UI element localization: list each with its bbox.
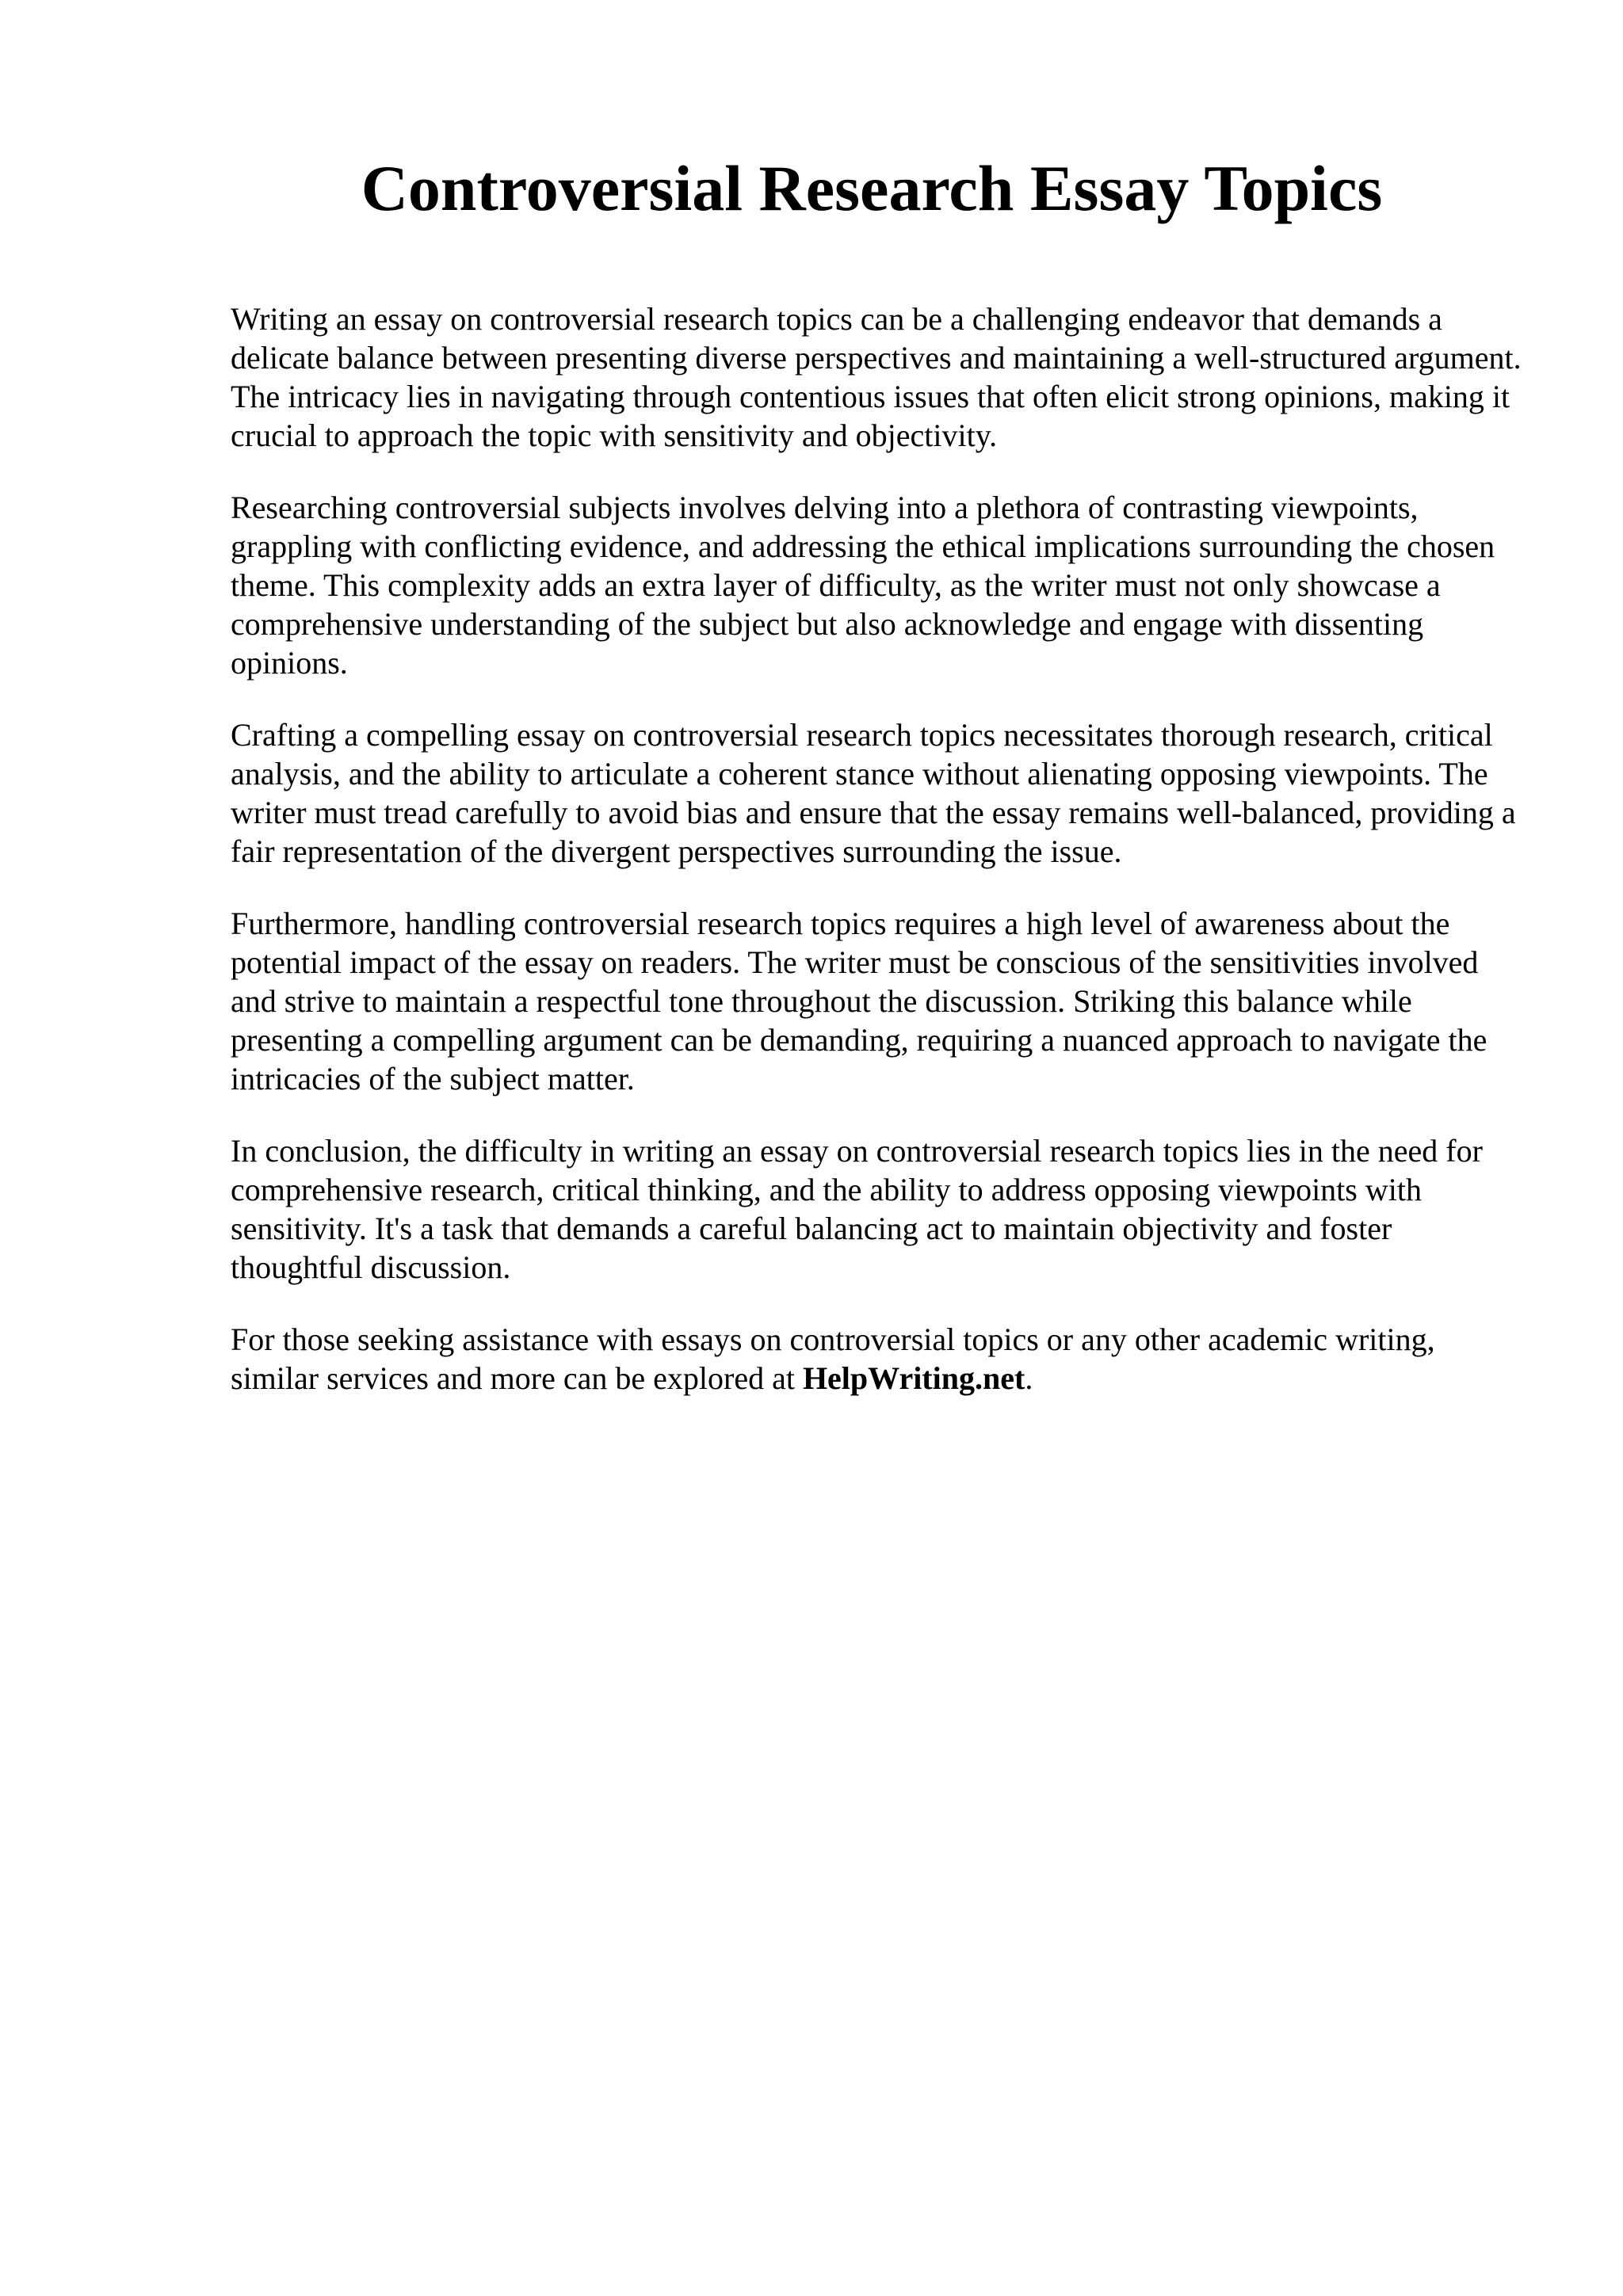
closing-text: For those seeking assistance with essays on controversial topics or any other academic writing, similar services and more can be explored at bbox=[231, 1322, 1435, 1396]
page-title: Controversial Research Essay Topics bbox=[361, 152, 1383, 224]
essay-body bbox=[231, 299, 1522, 1431]
paragraph-3: Crafting a compelling essay on controversial research topics necessitates thorough research, critical analysis, and the ability to articulate a coherent stance without alienating opposing viewpoints. The writer must tread carefully to avoid bias and ensure that the essay remains well-balanced, providing a fair representation of the divergent perspectives surrounding the issue. bbox=[231, 717, 1516, 869]
paragraph-4: Furthermore, handling controversial research topics requires a high level of awareness about the potential impact of the essay on readers. The writer must be conscious of the sensitivities involved and strive to maintain a respectful tone throughout the discussion. Striking this balance while presenting a compelling argument can be demanding, requiring a nuanced approach to navigate the intricacies of the subject matter. bbox=[231, 906, 1487, 1097]
closing-paragraph bbox=[231, 1320, 1522, 1398]
closing-end: . bbox=[1025, 1360, 1033, 1396]
helpwriting-link[interactable]: HelpWriting.net bbox=[802, 1360, 1025, 1396]
paragraph-1: Writing an essay on controversial research topics can be a challenging endeavor that demands a delicate balance between presenting diverse perspectives and maintaining a well-structured argument. The intricacy lies in navigating through contentious issues that often elicit strong opinions, making it crucial to approach the topic with sensitivity and objectivity. bbox=[231, 301, 1522, 453]
paragraph-5: In conclusion, the difficulty in writing an essay on controversial research topics lies in the need for comprehensive research, critical thinking, and the ability to address opposing viewpoints with sensitivity. It's a task that demands a careful balancing act to maintain objectivity and foster thoughtful discussion. bbox=[231, 1133, 1483, 1285]
paragraph-2: Researching controversial subjects involves delving into a plethora of contrasting viewpoints, grappling with conflicting evidence, and addressing the ethical implications surrounding the chosen theme. This complexity adds an extra layer of difficulty, as the writer must not only showcase a comprehensive understanding of the subject but also acknowledge and engage with dissenting opinions. bbox=[231, 490, 1495, 681]
